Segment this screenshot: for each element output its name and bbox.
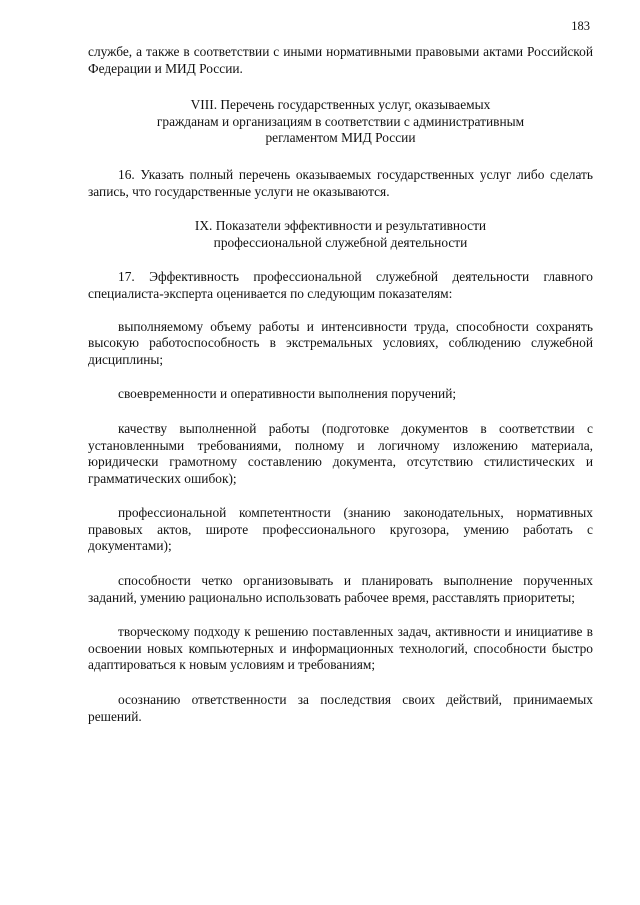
intro-paragraph: службе, а также в соответствии с иными нормативными правовыми актами Российской Федерации и МИД России. [88, 44, 593, 76]
section-8-heading-line: VIII. Перечень государственных услуг, оказываемых [190, 97, 491, 113]
section-8-heading-line: гражданам и организациям в соответствии с административным [156, 113, 525, 129]
criteria-item: способности четко организовывать и планировать выполнение порученных заданий, умению рационально использовать рабочее время, расставлять приоритеты; [88, 573, 593, 605]
section-9-heading-line: профессиональной служебной деятельности [213, 234, 468, 250]
criteria-item: осознанию ответственности за последствия своих действий, принимаемых решений. [88, 692, 593, 724]
document-body [88, 44, 593, 725]
criteria-item: качеству выполненной работы (подготовке документов в соответствии с установленными требованиями, полному и логичному изложению материала, юридически грамотному составлению документа, отсутствию стилистических и грамматических ошибок); [88, 420, 593, 486]
section-8-heading [88, 97, 593, 147]
section-8-heading-line: регламентом МИД России [265, 130, 416, 146]
criteria-item: профессиональной компетентности (знанию законодательных, нормативных правовых актов, широте профессионального кругозора, умению работать с документами); [88, 505, 593, 554]
criteria-item: выполняемому объему работы и интенсивности труда, способности сохранять высокую работоспособность в экстремальных условиях, соблюдению служебной дисциплины; [88, 318, 593, 367]
section-8-paragraph: 16. Указать полный перечень оказываемых государственных услуг либо сделать запись, что государственные услуги не оказываются. [88, 166, 593, 199]
section-9-heading [88, 218, 593, 251]
criteria-item: своевременности и оперативности выполнения поручений; [118, 386, 457, 402]
section-9-heading-line: IX. Показатели эффективности и результативности [194, 218, 487, 234]
section-9-lead-paragraph: 17. Эффективность профессиональной служебной деятельности главного специалиста-эксперта оценивается по следующим показателям: [88, 269, 593, 301]
page-number: 183 [571, 19, 590, 33]
criteria-item: творческому подходу к решению поставленных задач, активности и инициативе в освоении новых компьютерных и информационных технологий, способности быстро адаптироваться к новым условиям и требованиям; [88, 624, 593, 673]
